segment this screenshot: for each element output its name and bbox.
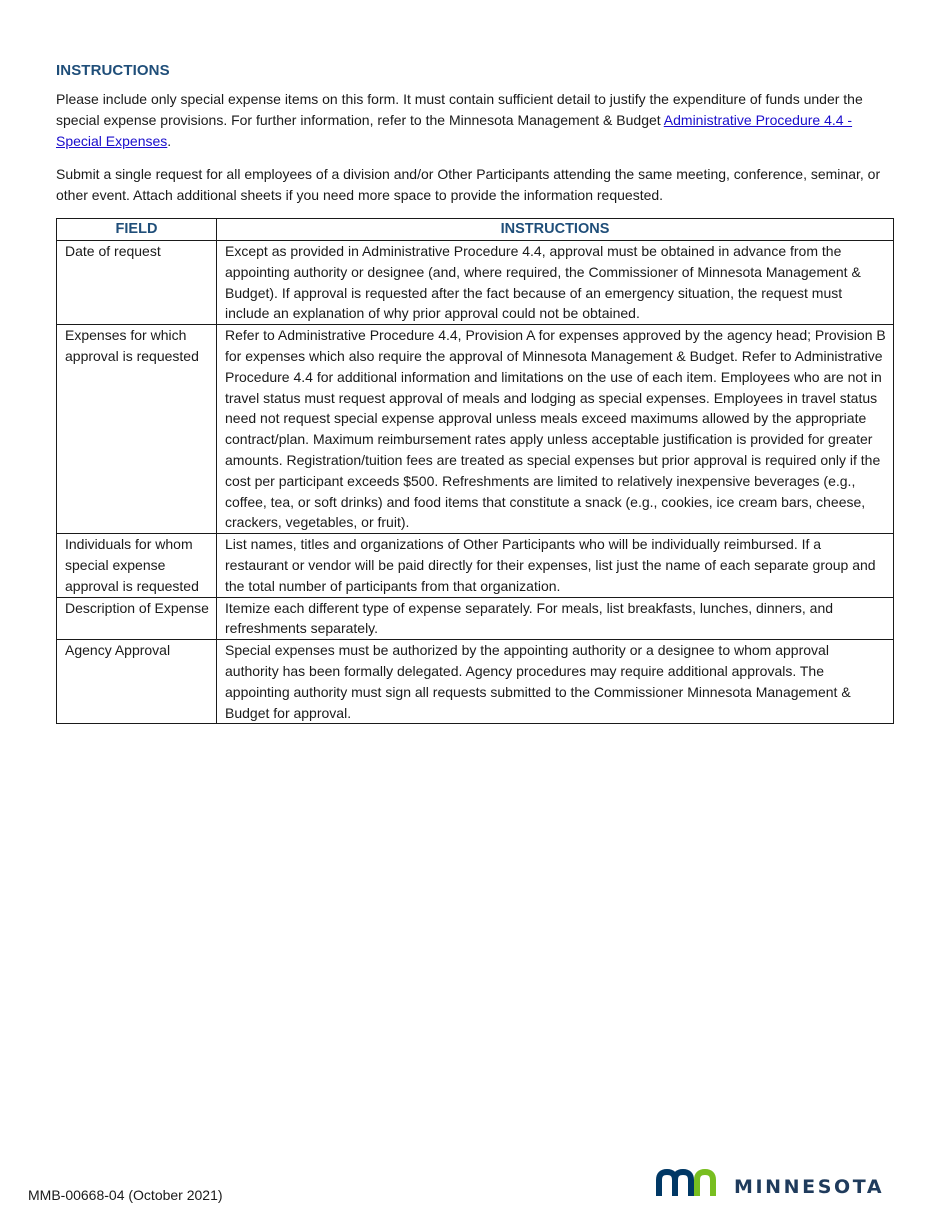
table-row <box>57 597 894 640</box>
table-row <box>57 534 894 597</box>
field-cell: Description of Expense <box>57 597 217 640</box>
instruction-cell: Refer to Administrative Procedure 4.4, Provision A for expenses approved by the agency head; Provision B for expenses which also require the approval of Minnesota Management & Budget. Refer to Administrative Procedure 4.4 for additional information and limitations on the use of each item. Employees who are not in travel status must request approval of meals and lodging as special expenses. Employees in travel status need not request special expense approval unless meals exceed maximums allowed by the appropriate contract/plan. Maximum reimbursement rates apply unless acceptable justification is provided for greater amounts. Registration/tuition fees are treated as special expenses but prior approval is required only if the cost per participant exceeds $500. Refreshments are limited to relatively inexpensive beverages (e.g., coffee, tea, or soft drinks) and food items that constitute a snack (e.g., cookies, ice cream bars, cheese, crackers, vegetables, or fruit). <box>217 325 894 534</box>
admin-procedure-link[interactable]: Administrative Procedure 4.4 - Special Expenses <box>56 112 853 149</box>
table-row <box>57 241 894 325</box>
instruction-cell: Except as provided in Administrative Procedure 4.4, approval must be obtained in advance from the appointing authority or designee (and, where required, the Commissioner of Minnesota Management & Budget). If approval is requested after the fact because of an emergency situation, the request must include an explanation of why prior approval could not be obtained. <box>217 241 894 325</box>
intro-text: Please include only special expense items on this form. It must contain sufficient detail to justify the expenditure of funds under the special expense provisions. For further information, refer to the Minnesota Management & Budget <box>56 91 863 128</box>
minnesota-wordmark: MINNESOTA <box>734 1176 885 1198</box>
instructions-page <box>56 62 894 724</box>
instructions-table <box>56 218 894 724</box>
instruction-cell: Itemize each different type of expense separately. For meals, list breakfasts, lunches, dinners, and refreshments separately. <box>217 597 894 640</box>
field-cell: Individuals for whom special expense approval is requested <box>57 534 217 597</box>
field-cell: Expenses for which approval is requested <box>57 325 217 534</box>
field-column-header: FIELD <box>57 219 217 241</box>
minnesota-logo-mark-icon <box>656 1168 720 1198</box>
intro-paragraph <box>56 89 894 152</box>
instruction-cell: List names, titles and organizations of Other Participants who will be individually reimbursed. If a restaurant or vendor will be paid directly for their expenses, list just the name of each separate group and the total number of participants from that organization. <box>217 534 894 597</box>
intro-period: . <box>167 133 172 149</box>
instruction-cell: Special expenses must be authorized by the appointing authority or a designee to whom approval authority has been formally delegated. Agency procedures may require additional approvals. The appointing authority must sign all requests submitted to the Commissioner Minnesota Management & Budget for approval. <box>217 640 894 724</box>
submit-paragraph: Submit a single request for all employees of a division and/or Other Participants attending the same meeting, conference, seminar, or other event. Attach additional sheets if you need more space to provide the information requested. <box>56 166 881 203</box>
instructions-heading: INSTRUCTIONS <box>56 62 170 79</box>
minnesota-logo <box>656 1168 896 1200</box>
table-header-row <box>57 219 894 241</box>
field-cell: Agency Approval <box>57 640 217 724</box>
instructions-column-header: INSTRUCTIONS <box>217 219 894 241</box>
form-code: MMB-00668-04 (October 2021) <box>28 1187 223 1203</box>
table-row <box>57 325 894 534</box>
table-row <box>57 640 894 724</box>
field-cell: Date of request <box>57 241 217 325</box>
